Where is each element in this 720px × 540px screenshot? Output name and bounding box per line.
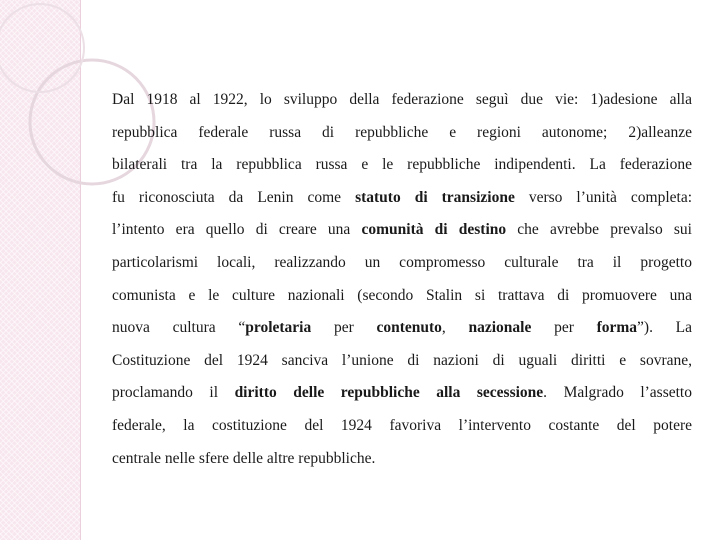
text-run: per xyxy=(531,319,597,337)
text-run: proclamando il xyxy=(112,384,235,402)
text-run: nuova cultura “ xyxy=(112,319,246,337)
text-line xyxy=(112,182,692,215)
bold-term: statuto di transizione xyxy=(355,188,515,206)
bold-term: nazionale xyxy=(468,319,532,337)
text-run: fu riconosciuta da Lenin come xyxy=(112,188,356,206)
bold-term: proletaria xyxy=(245,319,312,337)
text-line xyxy=(112,410,692,443)
text-run: , xyxy=(441,319,469,337)
text-run: per xyxy=(311,319,377,337)
text-line xyxy=(112,377,692,410)
text-line xyxy=(112,345,692,378)
bold-term: diritto delle repubbliche alla secessione xyxy=(234,384,544,402)
text-line xyxy=(112,312,692,345)
text-run: comunista e le culture nazionali (secondo Stalin si trattava di promuovere una xyxy=(112,286,692,304)
text-run: che avrebbe prevalso sui xyxy=(506,221,692,239)
text-line xyxy=(112,247,692,280)
bold-term: contenuto xyxy=(376,319,442,337)
text-run: particolarismi locali, realizzando un compromesso culturale tra il progetto xyxy=(112,253,692,271)
text-line xyxy=(112,443,692,476)
text-run: verso l’unità completa: xyxy=(514,188,692,206)
text-line xyxy=(112,117,692,150)
text-run: . Malgrado l’assetto xyxy=(543,384,692,402)
text-line xyxy=(112,84,692,117)
text-run: federale, la costituzione del 1924 favoriva l’intervento costante del potere xyxy=(112,416,692,434)
text-line xyxy=(112,214,692,247)
body-paragraph xyxy=(112,84,692,475)
text-run: Dal 1918 al 1922, lo sviluppo della federazione seguì due vie: 1)adesione alla xyxy=(112,91,692,108)
text-run: bilaterali tra la repubblica russa e le repubbliche indipendenti. La federazione xyxy=(112,156,692,174)
text-run: centrale nelle sfere delle altre repubbliche. xyxy=(112,449,376,467)
text-run: ”). La xyxy=(637,319,693,337)
text-run: repubblica federale russa di repubbliche e regioni autonome; 2)alleanze xyxy=(112,123,692,141)
text-line xyxy=(112,280,692,313)
text-line xyxy=(112,149,692,182)
text-run: l’intento era quello di creare una xyxy=(112,221,362,239)
bold-term: forma xyxy=(596,319,638,337)
text-run: Costituzione del 1924 sanciva l’unione di nazioni di uguali diritti e sovrane, xyxy=(112,351,692,369)
decorative-circle-small xyxy=(0,4,84,92)
bold-term: comunità di destino xyxy=(361,221,507,239)
